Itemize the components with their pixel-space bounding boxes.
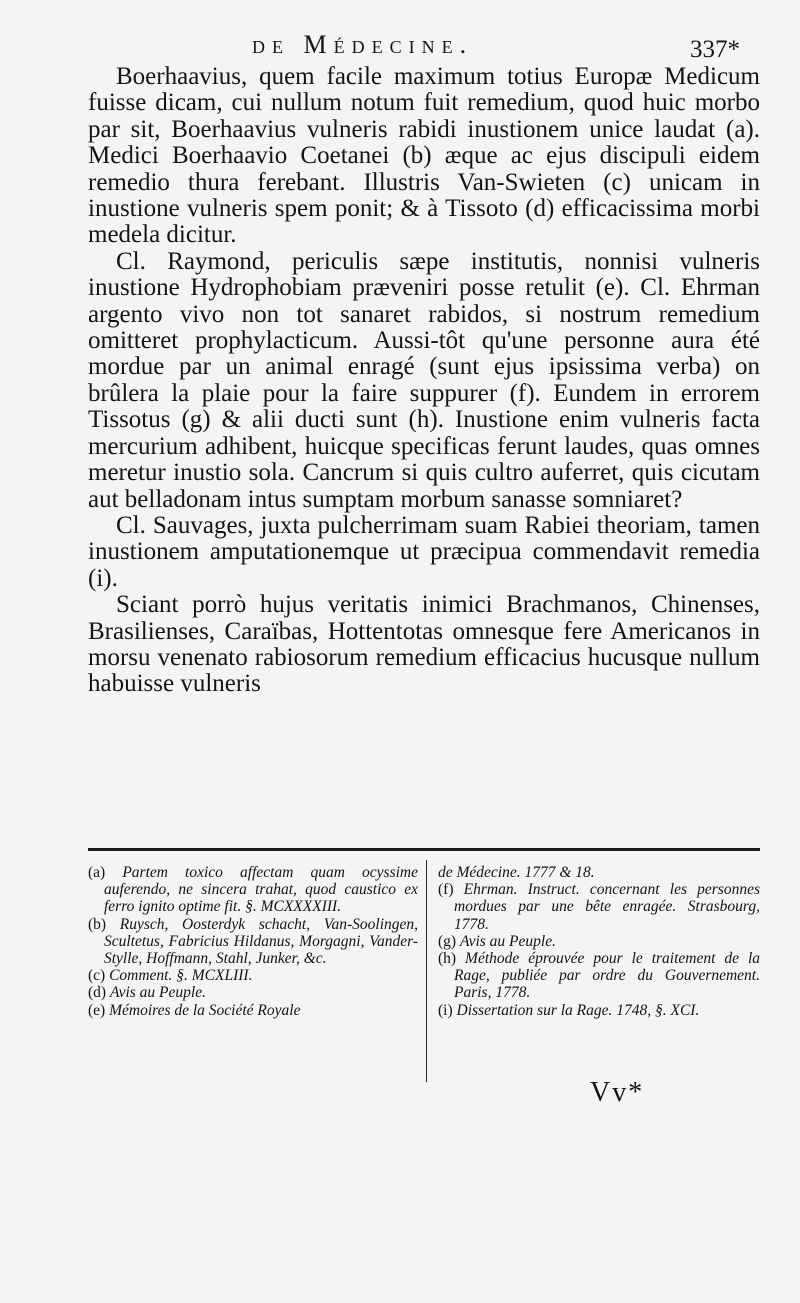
paragraph-3: Cl. Sauvages, juxta pulcherrimam suam Rabiei theoriam, tamen inustionem amputationemque ut præcipua commendavit remedia (i). <box>88 511 760 592</box>
paragraph-2: Cl. Raymond, periculis sæpe institutis, nonnisi vulneris inustione Hydrophobiam præveniri posse retulit (e). Cl. Ehrman argento vivo non tot sanaret rabidos, si nostrum remedium omitteret prophylacticum. Aussi-tôt qu'une personne aura été mordue par un animal enragé (sunt ejus ipsissima verba) on brûlera la plaie pour la faire suppurer (f). Eundem in errorem Tissotus (g) & alii ducti sunt (h). Inustione enim vulneris facta mercurium adhibent, huicque specificas ferunt laudes, quas omnes meretur inustio sola. Cancrum si quis cultro auferret, quis cicutam aut belladonam intus sumptam morbum sanasse somniaret? <box>88 247 760 513</box>
paragraph-1: Boerhaavius, quem facile maximum totius Europæ Medicum fuisse dicam, cui nullum notum fuit remedium, quod huic morbo par sit, Boerhaavius vulneris rabidi inustionem unice laudat (a). Medici Boerhaavio Coetanei (b) æque ac ejus discipuli eidem remedio thura ferebant. Illustris Van-Swieten (c) unicam in inustione vulneris spem ponit; & à Tissoto (d) efficacissima morbi medela dicitur. <box>88 63 760 249</box>
page-number: 337* <box>690 36 740 63</box>
footnote-g: (g) Avis au Peuple. <box>438 932 556 950</box>
footnote-f: (f) Ehrman. Instruct. concernant les personnes mordues par une bête enragée. Strasbourg, 1778. <box>438 881 760 933</box>
signature-mark: Vv* <box>590 1077 645 1108</box>
footnote-rule <box>88 848 760 851</box>
footnote-e: (e) Mémoires de la Société Royale <box>88 1001 301 1019</box>
footnotes-right-column <box>438 864 760 1019</box>
main-text <box>88 64 760 698</box>
footnote-e-continued: de Médecine. 1777 & 18. <box>438 864 595 881</box>
footnote-a: (a) Partem toxico affectam quam ocyssime auferendo, ne sincera trahat, quod caustico ex ferro ignito optime fit. §. MCXXXXIII. <box>88 864 418 916</box>
footnote-b: (b) Ruysch, Oosterdyk schacht, Van-Soolingen, Scultetus, Fabricius Hildanus, Morgagni, Vander-Stylle, Hoffmann, Stahl, Junker, &c. <box>88 915 419 968</box>
page-header <box>0 26 800 66</box>
footnote-column-divider <box>426 860 427 1082</box>
running-title: de Médecine. <box>252 30 474 59</box>
footnotes-left-column <box>88 864 418 1019</box>
footnote-d: (d) Avis au Peuple. <box>88 984 206 1002</box>
footnote-c: (c) Comment. §. MCXLIII. <box>88 967 253 985</box>
footnote-i: (i) Dissertation sur la Rage. 1748, §. XCI. <box>438 1001 700 1019</box>
footnote-h: (h) Méthode éprouvée pour le traitement de la Rage, publiée par ordre du Gouvernement. Paris, 1778. <box>438 950 761 1002</box>
paragraph-4: Sciant porrò hujus veritatis inimici Brachmanos, Chinenses, Brasilienses, Caraïbas, Hottentotas omnesque fere Americanos in morsu venenato rabiosorum remedium efficacius hucusque nullum habuisse vulneris <box>88 591 760 698</box>
